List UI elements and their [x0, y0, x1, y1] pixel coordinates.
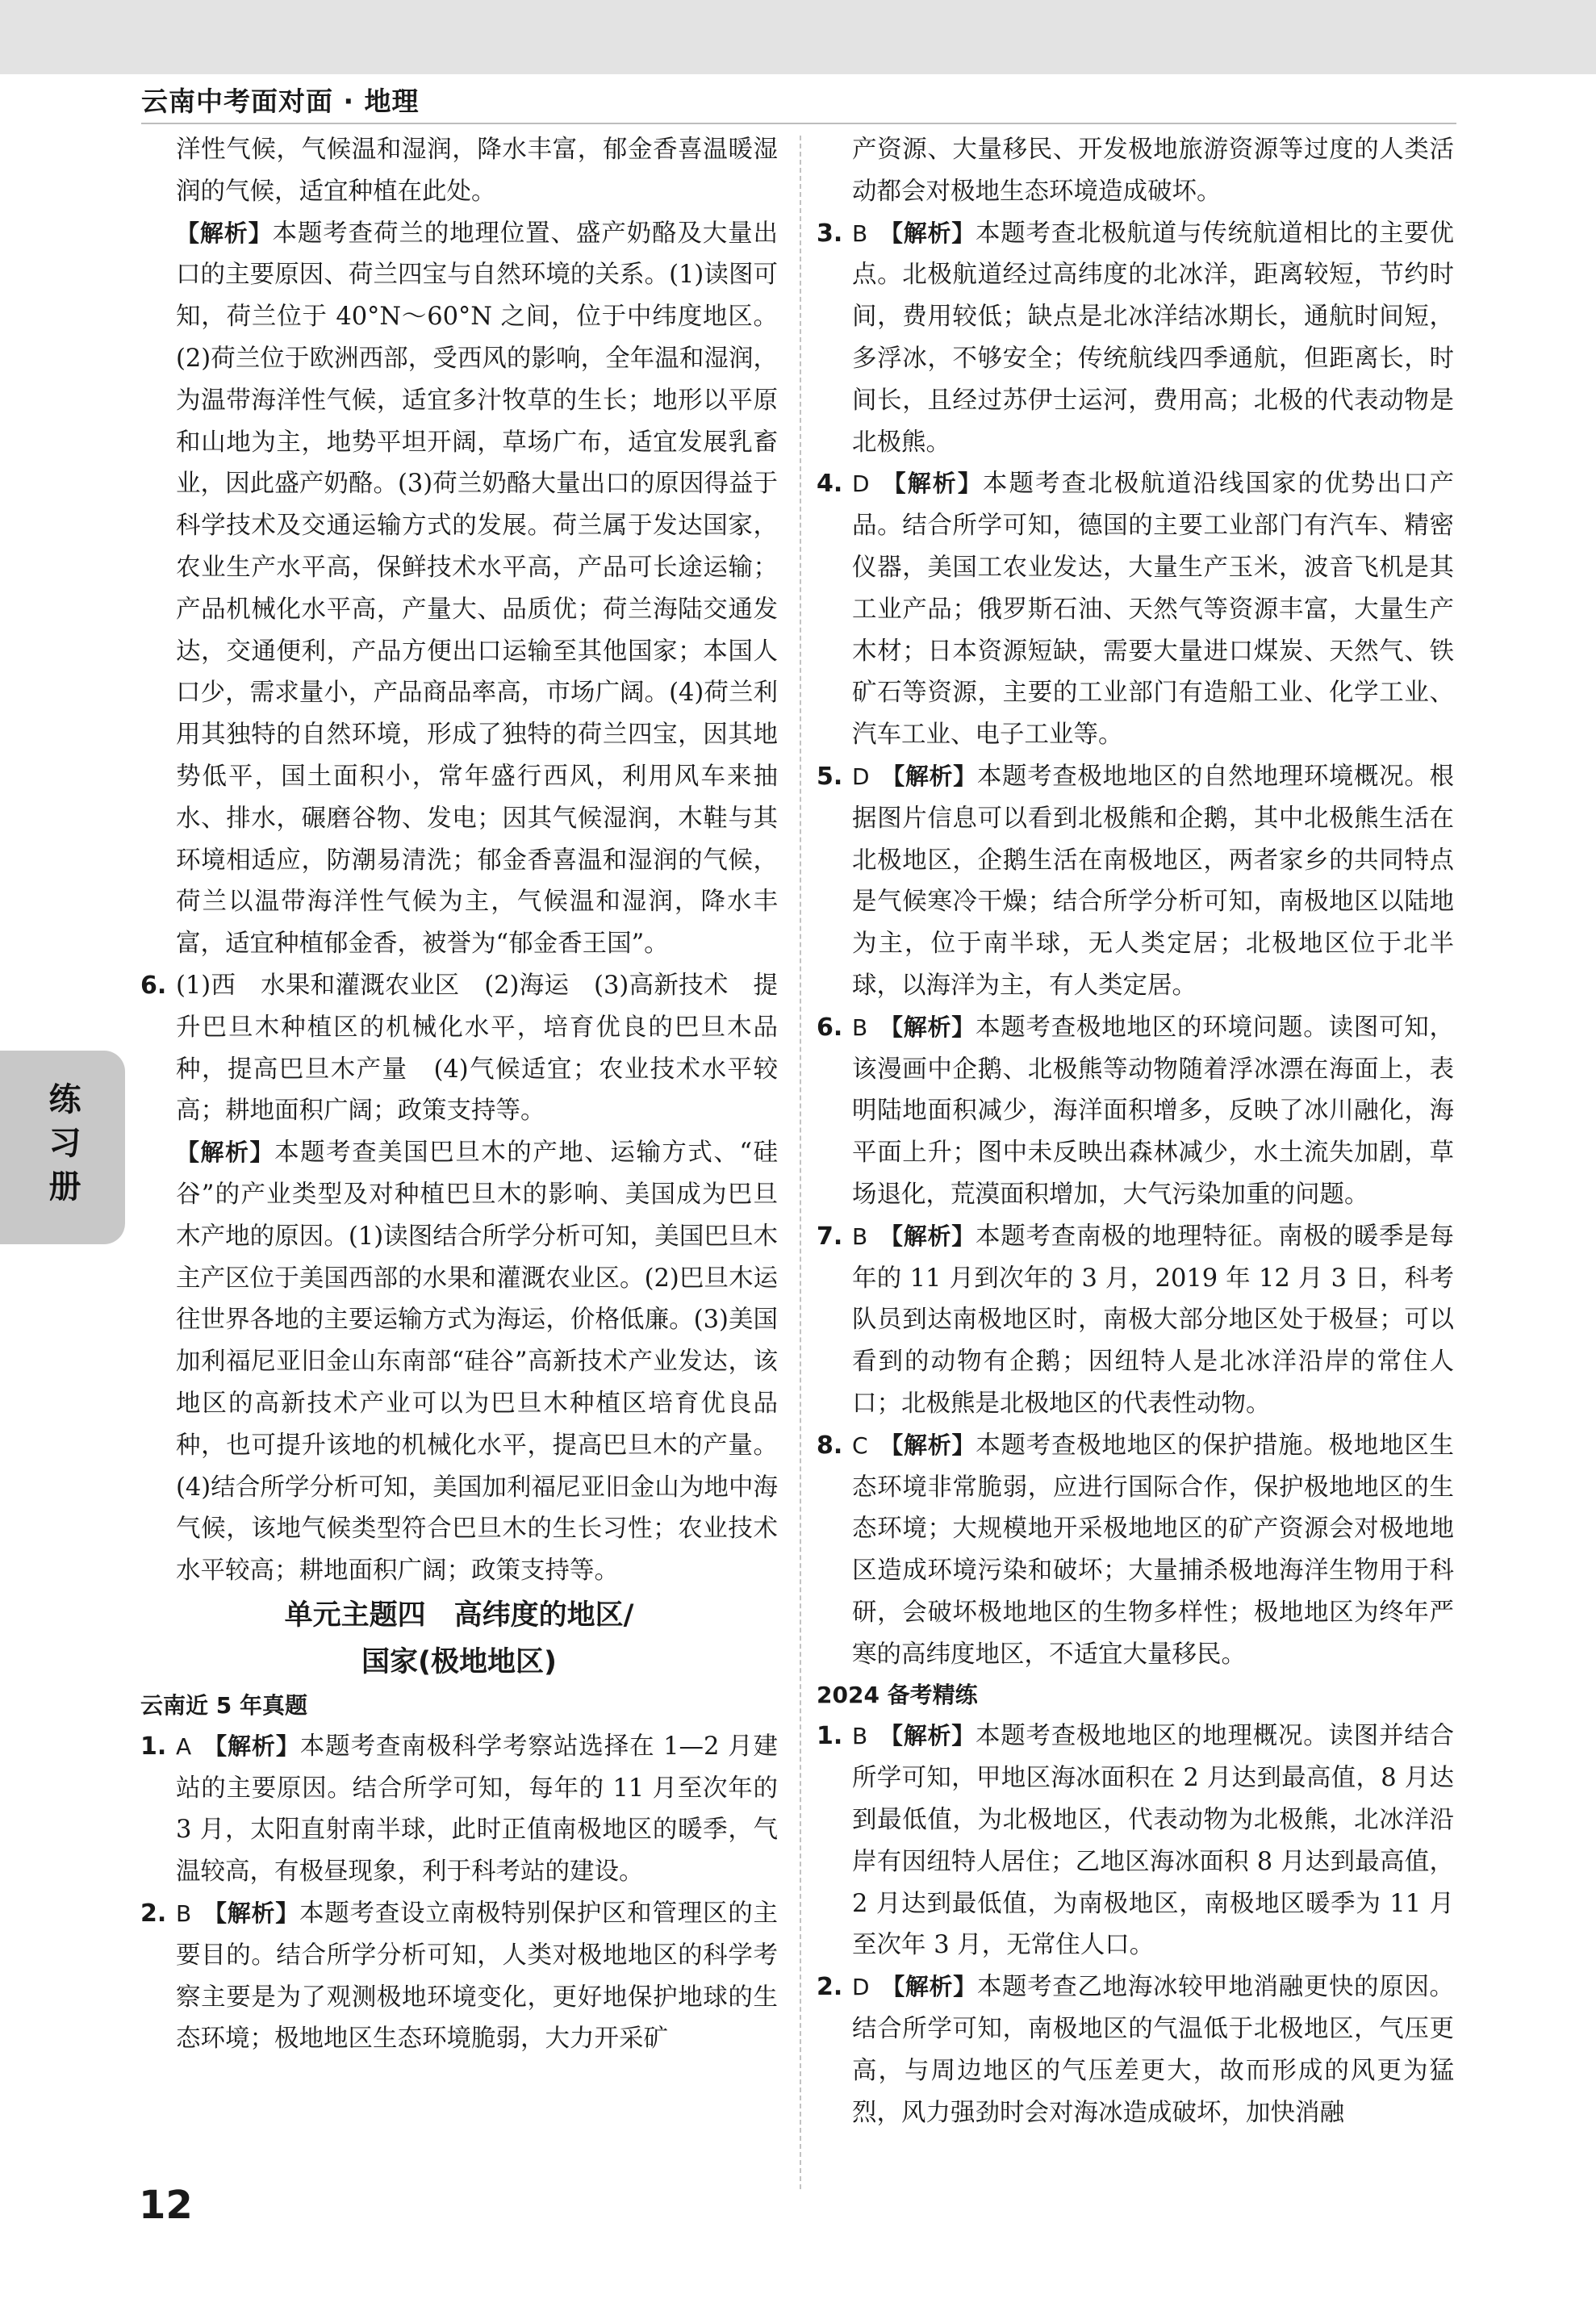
question-6-answer [140, 965, 778, 1132]
column-divider [800, 136, 801, 2189]
answer-letter: D [852, 470, 870, 498]
answer-letter: B [176, 1900, 192, 1928]
answer-letter: C [852, 1431, 868, 1459]
question-5 [817, 756, 1454, 1007]
question-number: 1. [817, 1722, 843, 1751]
question-7 [817, 1216, 1454, 1425]
analysis-text: 本题考查乙地海冰较甲地消融更快的原因。结合所学可知，南极地区的气温低于北极地区，气压更高，与周边地区的气压差更大，故而形成的风更为猛烈，风力强劲时会对海冰造成破坏，加快消融 [852, 1973, 1454, 2127]
analysis-5 [140, 213, 778, 965]
analysis-tag: 【解析】 [879, 1222, 976, 1250]
question-2-continuation: 产资源、大量移民、开发极地旅游资源等过度的人类活动都会对极地生态环境造成破坏。 [852, 136, 1454, 206]
answer-letter: B [852, 1013, 868, 1041]
unit-title-line-2: 国家(极地地区) [361, 1645, 557, 1678]
header-rule [141, 123, 1456, 124]
section-title-2024-practice: 2024 备考精练 [817, 1682, 978, 1709]
question-number: 2. [817, 1973, 843, 2002]
page-number: 12 [139, 2183, 193, 2228]
analysis-text: 本题考查美国巴旦木的产地、运输方式、“硅谷”的产业类型及对种植巴旦木的影响、美国成为巴旦木产地的原因。(1)读图结合所学分析可知，美国巴旦木主产区位于美国西部的水果和灌溉农业区。(2)巴旦木运往世界各地的主要运输方式为海运，价格低廉。(3)美国加利福尼亚旧金山东南部“硅谷”高新技术产业发达，该地区的高新技术产业可以为巴旦木种植区培育优良品种，也可提升该地的机械化水平，提高巴旦木的产量。(4)结合所学分析可知，美国加利福尼亚旧金山为地中海气候，该地气候类型符合巴旦木的生长习性；农业技术水平较高；耕地面积广阔；政策支持等。 [176, 1139, 778, 1586]
practice-question-2 [817, 1966, 1454, 2133]
question-number: 6. [140, 971, 167, 1000]
question-number: 4. [817, 470, 843, 499]
analysis-text: 本题考查极地地区的地理概况。读图并结合所学可知，甲地区海冰面积在 2 月达到最高值，8 月达到最低值，为北极地区，代表动物为北极熊，北冰洋沿岸有因纽特人居住；乙地区海冰面积 8 月达到最高值，2 月达到最低值，为南极地区，南极地区暖季为 11 月至次年 3 月，无常住人口。 [852, 1722, 1454, 1960]
answer-letter: A [176, 1732, 192, 1760]
question-6-analysis [140, 1132, 778, 1592]
analysis-text: 本题考查极地地区的环境问题。读图可知，该漫画中企鹅、北极熊等动物随着浮冰漂在海面上，表明陆地面积减少，海洋面积增多，反映了冰川融化，海平面上升；图中未反映出森林减少，水土流失加剧，草场退化，荒漠面积增加，大气污染加重的问题。 [852, 1013, 1454, 1209]
question-3 [817, 213, 1454, 464]
analysis-tag: 【解析】 [203, 1899, 299, 1928]
question-4 [817, 463, 1454, 756]
question-8 [817, 1425, 1454, 1676]
left-column [140, 129, 778, 2060]
question-1 [140, 1726, 778, 1893]
analysis-text: 本题考查极地地区的保护措施。极地地区生态环境非常脆弱，应进行国际合作，保护极地地区的生态环境；大规模地开采极地地区的矿产资源会对极地地区造成环境污染和破坏；大量捕杀极地海洋生物用于科研，会破坏极地地区的生物多样性；极地地区为终年严寒的高纬度地区，不适宜大量移民。 [852, 1431, 1454, 1669]
right-column [817, 129, 1454, 2133]
analysis-text: 本题考查极地地区的自然地理环境概况。根据图片信息可以看到北极熊和企鹅，其中北极熊生活在北极地区，企鹅生活在南极地区，两者家乡的共同特点是气候寒冷干燥；结合所学分析可知，南极地区以陆地为主，位于南半球，无人类定居；北极地区位于北半球，以海洋为主，有人类定居。 [852, 762, 1454, 1000]
question-number: 6. [817, 1013, 843, 1042]
analysis-tag: 【解析】 [879, 1431, 976, 1459]
answer-text: (1)西 水果和灌溉农业区 (2)海运 (3)高新技术 提升巴旦木种植区的机械化水平，培育优良的巴旦木品种，提高巴旦木产量 (4)气候适宜；农业技术水平较高；耕地面积广阔；政策支持等。 [176, 971, 778, 1126]
section-title-recent-exams: 云南近 5 年真题 [140, 1691, 307, 1719]
analysis-tag: 【解析】 [176, 219, 273, 247]
analysis-tag: 【解析】 [203, 1732, 300, 1760]
question-number: 2. [140, 1899, 167, 1929]
side-tab-label: 练习册 [44, 1082, 81, 1213]
question-6 [817, 1007, 1454, 1216]
question-number: 3. [817, 219, 843, 248]
analysis-tag: 【解析】 [879, 1722, 976, 1750]
analysis-tag: 【解析】 [880, 1973, 977, 2001]
answer-letter: D [852, 1974, 870, 2001]
analysis-text: 本题考查荷兰的地理位置、盛产奶酪及大量出口的主要原因、荷兰四宝与自然环境的关系。(1)读图可知，荷兰位于 40°N～60°N 之间，位于中纬度地区。(2)荷兰位于欧洲西部，受西风的影响，全年温和湿润，为温带海洋性气候，适宜多汁牧草的生长；地形以平原和山地为主，地势平坦开阔，草场广布，适宜发展乳畜业，因此盛产奶酪。(3)荷兰奶酪大量出口的原因得益于科学技术及交通运输方式的发展。荷兰属于发达国家，农业生产水平高，保鲜技术水平高，产品可长途运输；产品机械化水平高，产量大、品质优；荷兰海陆交通发达，交通便利，产品方便出口运输至其他国家；本国人口少，需求量小，产品商品率高，市场广阔。(4)荷兰利用其独特的自然环境，形成了独特的荷兰四宝，因其地势低平，国土面积小，常年盛行西风，利用风车来抽水、排水，碾磨谷物、发电；因其气候湿润，木鞋与其环境相适应，防潮易清洗；郁金香喜温和湿润的气候，荷兰以温带海洋性气候为主，气候温和湿润，降水丰富，适宜种植郁金香，被誉为“郁金香王国”。 [176, 219, 778, 959]
side-tab-workbook [0, 1051, 125, 1244]
analysis-tag: 【解析】 [879, 219, 976, 247]
practice-question-1 [817, 1715, 1454, 1966]
analysis-tag: 【解析】 [880, 762, 977, 790]
analysis-text: 本题考查北极航道沿线国家的优势出口产品。结合所学可知，德国的主要工业部门有汽车、精密仪器，美国工农业发达，大量生产玉米，波音飞机是其工业产品；俄罗斯石油、天然气等资源丰富，大量生产木材；日本资源短缺，需要大量进口煤炭、天然气、铁矿石等资源，主要的工业部门有造船工业、化学工业、汽车工业、电子工业等。 [852, 470, 1454, 750]
question-2 [140, 1893, 778, 2060]
question-number: 7. [817, 1222, 843, 1251]
analysis-tag: 【解析】 [176, 1139, 275, 1167]
question-number: 8. [817, 1431, 843, 1460]
answer-letter: B [852, 1222, 868, 1250]
page-header: 云南中考面对面 · 地理 [141, 86, 420, 117]
answer-letter: D [852, 763, 870, 790]
analysis-tag: 【解析】 [879, 1013, 976, 1041]
analysis-text: 本题考查南极的地理特征。南极的暖季是每年的 11 月到次年的 3 月，2019 年 12 月 3 日，科考队员到达南极地区时，南极大部分地区处于极昼；可以看到的动物有企鹅；因纽特人是北冰洋沿岸的常住人口；北极熊是北极地区的代表性动物。 [852, 1222, 1454, 1418]
answer-continuation: 洋性气候，气候温和湿润，降水丰富，郁金香喜温暖湿润的气候，适宜种植在此处。 [176, 136, 778, 206]
analysis-text: 本题考查设立南极特别保护区和管理区的主要目的。结合所学分析可知，人类对极地地区的科学考察主要是为了观测极地环境变化，更好地保护地球的生态环境；极地地区生态环境脆弱，大力开采矿 [176, 1899, 778, 2054]
answer-letter: B [852, 219, 868, 247]
question-number: 1. [140, 1732, 167, 1761]
answer-letter: B [852, 1723, 868, 1750]
analysis-text: 本题考查南极科学考察站选择在 1—2 月建站的主要原因。结合所学可知，每年的 11 月至次年的 3 月，太阳直射南半球，此时正值南极地区的暖季，气温较高，有极昼现象，利于科考站的建设。 [176, 1732, 778, 1887]
unit-title-line-1: 单元主题四 高纬度的地区/ [284, 1598, 634, 1632]
analysis-tag: 【解析】 [880, 470, 983, 498]
analysis-text: 本题考查北极航道与传统航道相比的主要优点。北极航道经过高纬度的北冰洋，距离较短，节约时间，费用较低；缺点是北冰洋结冰期长，通航时间短，多浮冰，不够安全；传统航线四季通航，但距离长，时间长，且经过苏伊士运河，费用高；北极的代表动物是北极熊。 [852, 219, 1454, 457]
question-number: 5. [817, 762, 843, 791]
top-band [0, 0, 1596, 74]
